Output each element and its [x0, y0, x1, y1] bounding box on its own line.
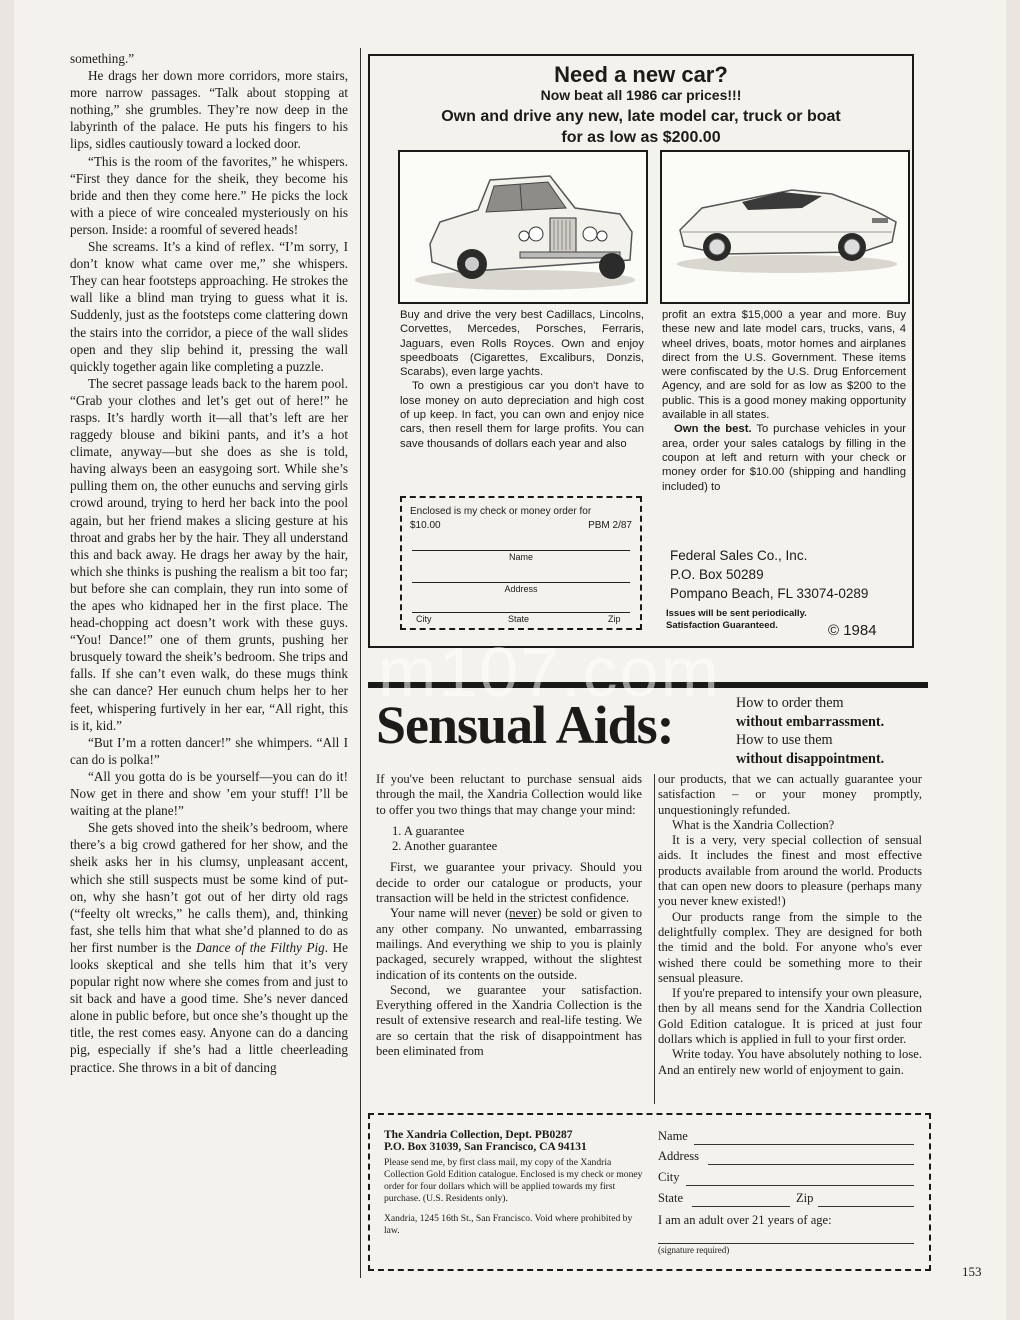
signature-field-line[interactable]: [658, 1243, 914, 1244]
coupon-dept: Dept. PB0287: [505, 1129, 573, 1141]
story-text: She gets shoved into the sheik’s bedroom, where there’s a big crowd gathered for her show, and the sheik asks her in his clumsy, unpleasant accent, which she still suspects must be some kind of put-on, why she hasn’t got out of her dirty old rags (“feelty olt wrecks,” he calls them), and, thinking fast, she tells him that what she’d planned to do as her first number is the: [70, 820, 348, 955]
zip-label: Zip: [796, 1191, 814, 1205]
subtitle-line: without disappointment.: [736, 750, 885, 767]
ad-column-divider: [654, 774, 655, 1104]
city-line: Pompano Beach, FL 33074-0289: [670, 586, 869, 601]
coupon-amount: $10.00: [410, 520, 441, 531]
car-ad-subhead: Now beat all 1986 car prices!!!: [540, 87, 742, 103]
state-label: State: [658, 1191, 683, 1205]
subtitle-line: How to order them: [736, 695, 844, 711]
ad-question: What is the Xandria Collection?: [672, 817, 835, 832]
sensual-aids-title: Sensual Aids:: [376, 695, 674, 755]
adult-statement: I am an adult over 21 years of age:: [658, 1213, 832, 1227]
signature-label: (signature required): [658, 1245, 730, 1255]
ad-text: Your name will never (: [390, 906, 510, 921]
address-field-line[interactable]: [708, 1164, 914, 1165]
car-body-text: Buy and drive the very best Cadillacs, Lincolns, Corvettes, Mercedes, Porsches, Ferraris, Jaguars, even Rolls Royces. Own and enjoy speedboats (Cigarettes, Excaliburs, Donzis, Scarabs), even large yachts.: [400, 309, 644, 379]
city-label: City: [658, 1170, 680, 1184]
address-field-line[interactable]: [412, 582, 630, 583]
car-ad-body-right: [662, 308, 906, 494]
tagline-line-1: Own and drive any new, late model car, truck or boat: [441, 108, 841, 125]
po-box: P.O. Box 50289: [670, 567, 764, 582]
rolls-royce-photo: [398, 150, 648, 304]
name-label: Name: [658, 1129, 688, 1143]
company-name: Federal Sales Co., Inc.: [670, 548, 808, 563]
subtitle-line: without embarrassment.: [736, 713, 885, 730]
city-field-line[interactable]: [686, 1185, 914, 1186]
coupon-address: P.O. Box 31039, San Francisco, CA 94131: [384, 1141, 587, 1153]
never-underlined: never: [509, 906, 538, 921]
coupon-right: [658, 1127, 916, 1261]
ad-paragraph: Write today. You have absolutely nothing to lose. And an entirely new world of enjoyment to gain.: [658, 1047, 922, 1077]
subtitle-line: How to use them: [736, 732, 833, 748]
ad-paragraph: If you're prepared to intensify your own pleasure, then by all means send for the Xandria Collection Gold Edition catalogue. It is priced at just four dollars which is applied in full to your first order.: [658, 986, 922, 1047]
ad-paragraph: Our products range from the simple to the delightfully complex. They are designed for both the timid and the bold. For anyone who's ever wished there could be something more to their sensual pleasure.: [658, 909, 922, 985]
ad-paragraph: Second, we guarantee your satisfaction. Everything offered in the Xandria Collection is the result of extensive research and real-life testing. We are so certain that the risk of disappointment has been eliminated from: [376, 982, 642, 1059]
column-divider: [360, 48, 361, 1278]
name-label: Name: [508, 552, 533, 562]
sensual-column-1: [376, 772, 642, 1059]
car-ad-body-left: [400, 308, 644, 451]
guarantee-item: 1. A guarantee: [392, 823, 465, 838]
city-label: City: [416, 614, 432, 624]
sports-car-photo: [660, 150, 910, 304]
coupon-text: Please send me, by first class mail, my copy of the Xandria Collection Gold Edition catalogue. Enclosed is my check or money order for four dollars which will be applied towards my first purchase. (U.S. Residents only).: [384, 1157, 643, 1204]
coupon-code: PBM 2/87: [588, 520, 632, 531]
coupon-enclosed-text: Enclosed is my check or money order for: [410, 506, 592, 517]
ad-paragraph: our products, that we can actually guarantee your satisfaction – or your money promptly, unquestioningly refunded.: [658, 772, 922, 817]
story-paragraph: “But I’m a rotten dancer!” she whimpers. “All I can do is polka!”: [70, 734, 348, 767]
car-body-text: To purchase vehicles in your area, order your sales catalogs by filling in the coupon at left and return with your check or money order for $10.00 (shipping and handling included) to: [662, 423, 906, 493]
story-paragraph: something.”: [70, 51, 135, 66]
story-paragraph: “All you gotta do is be yourself—you can do it! Now get in there and show ’em your stuff! I’ll be waiting at the plane!”: [70, 768, 348, 819]
city-field-line[interactable]: [412, 612, 630, 613]
sports-car-icon: [662, 152, 908, 302]
ad-paragraph: First, we guarantee your privacy. Should you decide to order our catalogue or products, your transaction will be held in the strictest confidence.: [376, 860, 642, 906]
car-order-coupon[interactable]: [400, 496, 642, 630]
story-text: . He looks skeptical and she tells him that it’s very popular right now where she comes from and just to sit back and have a good time. She’s never danced alone in public before, but once she’s thought up the title, the rest comes easy. Anyone can do a dancing pig, especially if she’s had a little cheerleading practice. She throws in a bit of dancing: [70, 939, 348, 1075]
ad-paragraph: [376, 906, 642, 982]
car-ad-tagline: [370, 106, 912, 148]
name-field-line[interactable]: [694, 1144, 914, 1145]
coupon-left: [384, 1129, 644, 1237]
ad-top-rule: [368, 682, 928, 688]
sensual-aids-subtitle: [736, 694, 884, 768]
car-ad-address: [670, 546, 910, 603]
dance-title: Dance of the Filthy Pig: [196, 939, 325, 955]
coupon-footer: Xandria, 1245 16th St., San Francisco. Void where prohibited by law.: [384, 1213, 633, 1236]
ad-text: ) be sold or given to any other company. No unwanted, embarrassing mailings. And everything we ship to you is plainly packaged, securely wrapped, without the slightest indication of its contents on the outside.: [376, 906, 642, 982]
own-the-best: Own the best.: [674, 423, 752, 436]
tagline-line-2: for as low as $200.00: [561, 129, 721, 146]
story-column: [70, 50, 348, 1076]
story-paragraph: [70, 819, 348, 1075]
state-field-line[interactable]: [692, 1206, 790, 1207]
story-paragraph: “This is the room of the favorites,” he whispers. “First they dance for the sheik, they become his bride and then they come here.” He picks the lock with a piece of wire concealed mysteriously on his person. Inside: a roomful of severed heads!: [70, 153, 348, 237]
ad-paragraph: If you've been reluctant to purchase sensual aids through the mail, the Xandria Collection would like to offer you two things that may change your mind:: [376, 772, 642, 817]
xandria-order-coupon[interactable]: [368, 1113, 931, 1271]
car-body-text: To own a prestigious car you don't have to lose money on auto depreciation and high cost of up keep. In fact, you can own and enjoy nice cars, then resell them for large profits. You can save thousands of dollars each year and also: [400, 380, 644, 450]
sedan-car-icon: [400, 152, 646, 302]
car-ad: [368, 54, 914, 648]
sensual-column-2: [658, 772, 922, 1078]
car-ad-headline: Need a new car?: [554, 62, 728, 87]
copyright: © 1984: [828, 622, 877, 639]
zip-label: Zip: [608, 614, 621, 624]
satisfaction-note: Issues will be sent periodically. Satisfaction Guaranteed.: [666, 608, 807, 631]
address-label: Address: [658, 1149, 699, 1163]
guarantee-item: 2. Another guarantee: [392, 839, 498, 854]
ad-paragraph: It is a very, very special collection of sensual aids. It includes the finest and most effective products available from around the world. Products that can open new doors to pleasure (perhaps many you never knew existed!): [658, 833, 922, 909]
story-paragraph: He drags her down more corridors, more stairs, more narrow passages. “Talk about stopping at nothing,” she grumbles. They’re now deep in the labyrinth of the palace. He puts his fingers to his lips, sidles cautiously toward a locked door.: [70, 68, 348, 152]
coupon-company: The Xandria Collection,: [384, 1129, 503, 1141]
car-body-text: profit an extra $15,000 a year and more. Buy these new and late model cars, trucks, vans, 4 wheel drives, boats, motor homes and airplanes direct from the U.S. Government. These items were confiscated by the U.S. Drug Enforcement Agency, and are sold for as low as $200 to the public. This is a good money making opportunity available in all states.: [662, 309, 906, 422]
story-paragraph: She screams. It’s a kind of reflex. “I’m sorry, I don’t know what came over me,” she whispers. They can hear footsteps approaching. He strokes the wall like a blind man trying to guess what it is. Suddenly, just as the footsteps come clattering down the stairs into the corridor, a piece of the wall slides open and they slip behind it, pressing the wall quickly together again like completing a puzzle.: [70, 239, 348, 374]
page-number: 153: [962, 1264, 982, 1279]
watermark: m107.com: [378, 633, 721, 711]
state-label: State: [508, 614, 530, 624]
name-field-line[interactable]: [412, 550, 630, 551]
zip-field-line[interactable]: [818, 1206, 914, 1207]
story-paragraph: The secret passage leads back to the harem pool. “Grab your clothes and let’s get out of here!” he rasps. It’s hardly worth it—all that’s left are her raggedy blouse and bikini pants, and it’s a hot climate, anyway—but she does as she is told, having always been an easygoing sort. While she’s pulling them on, the other eunuchs and serving girls crowd around, trying to herd her back into the pool again, but her friend makes a slicing gesture at his throat and grabs her by the hair. They all understand this and back away. He drags her away by the hair, which she thinks is pushing the realism a bit too far; but before she can complain, they run into some of the apes who kidnaped her in the first place. The head-chopping act doesn’t work with these guys. “You! Dance!” one of them grunts, pushing her brusquely toward the sheik’s bedroom. She trips and falls. If she can’t even walk, do these mugs think she can dance? Her eunuch chum helps her to her feet, whispering furtively in her ear, “All right, this is it, kid.”: [70, 375, 348, 733]
address-label: Address: [504, 584, 538, 594]
